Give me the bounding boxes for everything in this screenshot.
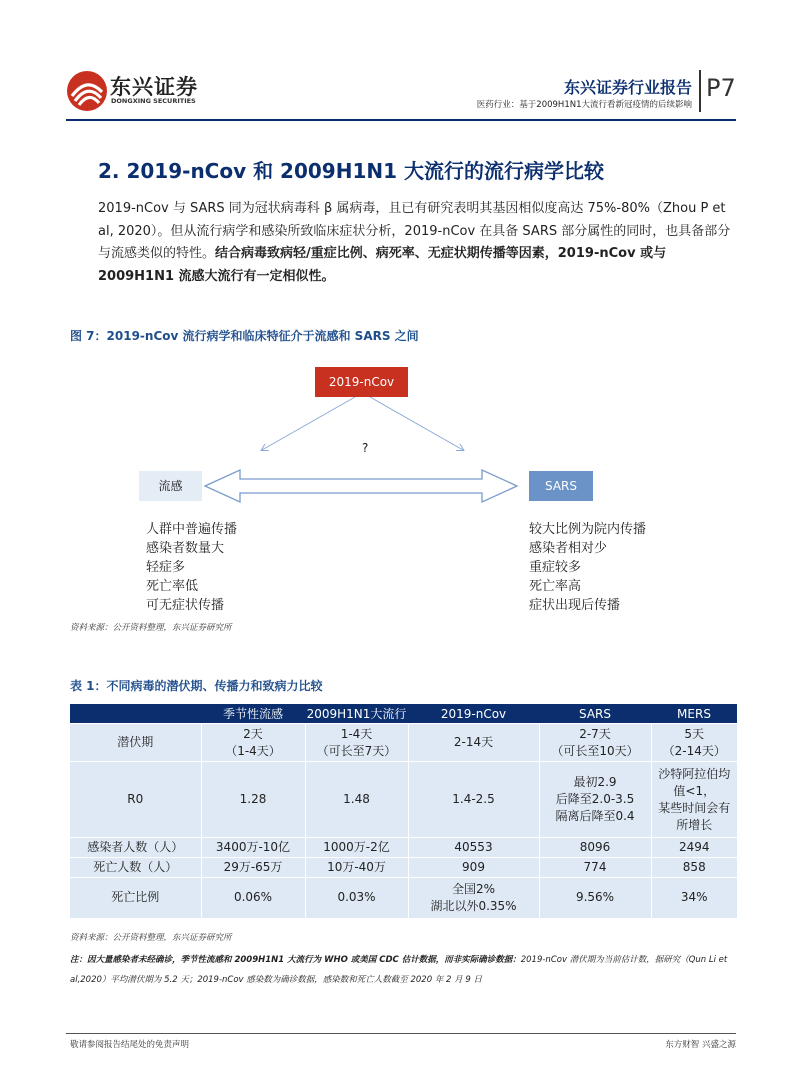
table-row [70, 878, 737, 918]
cell-line: 值<1， [673, 783, 716, 798]
sars-features [529, 520, 646, 615]
feature-item: 感染者数量大 [146, 541, 225, 556]
cell-line: 9.56% [575, 890, 615, 905]
cell-line: （可长至7天） [316, 743, 397, 758]
table-header-cell: 季节性流感 [201, 704, 305, 724]
row-label: 潜伏期 [70, 724, 201, 762]
row-label: 死亡比例 [70, 878, 201, 918]
feature-item: 重症较多 [529, 560, 582, 575]
table-header-row [70, 704, 737, 724]
cell-line: 2-14天 [453, 735, 494, 749]
table-row [70, 858, 737, 878]
table-cell [201, 762, 305, 838]
table-header-cell: 2009H1N1大流行 [305, 704, 408, 724]
cell-line: 所增长 [676, 817, 713, 832]
cell-line: 全国2% [451, 881, 496, 896]
cell-line: 1-4天 [340, 726, 373, 741]
table-cell [305, 762, 408, 838]
cell-line: 2494 [678, 840, 710, 854]
cell-line: 沙特阿拉伯均 [658, 766, 731, 781]
logo-text-en: DONGXING SECURITIES [111, 97, 196, 105]
cell-line: 8096 [579, 840, 611, 854]
cell-line: 858 [682, 860, 706, 874]
table-note-text: 2019-nCov 潜伏期为当前估计数，据研究（Qun Li et al,2020）平均潜伏期为 5.2 天；2019-nCov 感染数为确诊数据，感染数和死亡人数截至 2020 年 2 月 9 日 [70, 955, 728, 985]
table-cell [201, 878, 305, 918]
table-cell [408, 838, 539, 858]
cell-line: 40553 [454, 840, 493, 854]
feature-item: 症状出现后传播 [529, 598, 621, 613]
table-row [70, 724, 737, 762]
table-row [70, 762, 737, 838]
table-cell [305, 858, 408, 878]
table-cell [408, 762, 539, 838]
cell-line: 0.03% [337, 890, 376, 905]
table-header-cell: SARS [539, 704, 651, 724]
feature-item: 死亡率高 [529, 579, 582, 594]
cell-line: 某些时间会有 [658, 800, 731, 815]
table-cell [201, 858, 305, 878]
table-cell [651, 724, 737, 762]
cell-line: 1000万-2亿 [323, 840, 390, 854]
cell-line: 1.4-2.5 [452, 792, 495, 806]
cell-line: 34% [680, 890, 708, 905]
cell-line: 1.28 [239, 792, 267, 806]
table-cell [651, 858, 737, 878]
feature-item: 轻症多 [146, 560, 186, 575]
table-cell [305, 838, 408, 858]
report-subtitle: 医药行业：基于2009H1N1大流行看新冠疫情的后续影响 [476, 100, 692, 110]
double-arrow-icon [205, 470, 517, 502]
page-number: P7 [706, 74, 736, 102]
feature-item: 感染者相对少 [529, 541, 608, 556]
table-cell [305, 878, 408, 918]
cell-line: 3400万-10亿 [215, 840, 291, 854]
cell-line: 后降至2.0-3.5 [555, 792, 635, 806]
cell-line: 1.48 [343, 792, 370, 806]
table-cell [539, 762, 651, 838]
cell-line: 湖北以外0.35% [430, 898, 517, 913]
table-cell [651, 762, 737, 838]
table-cell [539, 858, 651, 878]
question-mark: ? [362, 441, 369, 455]
feature-item: 较大比例为院内传播 [529, 522, 647, 537]
feature-item: 死亡率低 [146, 579, 199, 594]
influenza-features [146, 520, 237, 615]
table-caption: 表 1：不同病毒的潜伏期、传播力和致病力比较 [70, 679, 323, 693]
cell-line: 774 [583, 860, 607, 874]
row-label: 感染者人数（人） [70, 838, 201, 858]
arrow-to-sars [370, 397, 463, 450]
table-source: 资料来源：公开资料整理，东兴证券研究所 [70, 933, 232, 943]
figure-caption: 图 7：2019-nCov 流行病学和临床特征介于流感和 SARS 之间 [70, 329, 419, 343]
table-note [70, 950, 738, 990]
table-note-bold: 注：因大量感染者未经确诊，季节性流感和 2009H1N1 大流行为 WHO 或美国 CDC 估计数据，而非实际确诊数据： [70, 955, 521, 965]
cell-line: 2-7天 [579, 726, 611, 741]
report-title: 东兴证券行业报告 [563, 78, 692, 97]
cell-line: 5天 [684, 726, 705, 741]
table-header-cell: 2019-nCov [408, 704, 539, 724]
cell-line: 10万-40万 [327, 860, 386, 874]
section-title: 2. 2019-nCov 和 2009H1N1 大流行的流行病学比较 [98, 159, 604, 183]
cell-line: 最初2.9 [573, 775, 617, 789]
row-label: R0 [70, 762, 201, 838]
table-cell [408, 858, 539, 878]
cell-line: 2天 [243, 726, 263, 741]
cell-line: （2-14天） [662, 743, 726, 758]
footer-slogan: 东方财智 兴盛之源 [665, 1040, 736, 1050]
table-cell [651, 838, 737, 858]
dongxing-logo-icon [66, 70, 108, 112]
feature-item: 人群中普遍传播 [146, 522, 238, 537]
table-cell [408, 724, 539, 762]
table-cell [539, 838, 651, 858]
node-sars: SARS [529, 471, 593, 501]
table-cell [305, 724, 408, 762]
cell-line: （可长至10天） [551, 743, 639, 758]
table-cell [201, 724, 305, 762]
section-paragraph [98, 198, 738, 288]
table-cell [408, 878, 539, 918]
header-divider [699, 70, 701, 112]
paragraph-normal-text: 2019-nCov 与 SARS 同为冠状病毒科 β 属病毒，且已有研究表明其基因相似度高达 75%-80%（Zhou P et al, 2020）。但从流行病学和感染所致临床症状分析，2019-nCov 在具备 SARS 部分属性的同时，也具备部分与流感类似的特性。 [98, 201, 731, 261]
table-cell [201, 838, 305, 858]
table-header-cell: MERS [651, 704, 737, 724]
table-cell [539, 878, 651, 918]
virus-comparison-table [70, 704, 737, 918]
footer-disclaimer: 敬请参阅报告结尾处的免责声明 [70, 1040, 190, 1050]
cell-line: 909 [462, 860, 485, 874]
row-label: 死亡人数（人） [70, 858, 201, 878]
cell-line: 0.06% [233, 890, 273, 905]
table-cell [651, 878, 737, 918]
table-header-cell [70, 704, 201, 724]
table-cell [539, 724, 651, 762]
node-2019-ncov: 2019-nCov [315, 367, 408, 397]
feature-item: 可无症状传播 [146, 598, 225, 613]
figure-source: 资料来源：公开资料整理，东兴证券研究所 [70, 623, 232, 633]
table-row [70, 838, 737, 858]
cell-line: 29万-65万 [223, 860, 283, 874]
cell-line: （1-4天） [225, 743, 281, 758]
header-rule [66, 119, 736, 121]
logo-text-cn: 东兴证券 [110, 75, 198, 99]
node-influenza: 流感 [139, 471, 202, 501]
cell-line: 隔离后降至0.4 [555, 809, 635, 823]
paragraph-bold-text: 结合病毒致病轻/重症比例、病死率、无症状期传播等因素，2019-nCov 或与 2009H1N1 流感大流行有一定相似性。 [98, 246, 667, 284]
arrow-to-flu [262, 397, 355, 450]
footer-rule [66, 1033, 736, 1034]
